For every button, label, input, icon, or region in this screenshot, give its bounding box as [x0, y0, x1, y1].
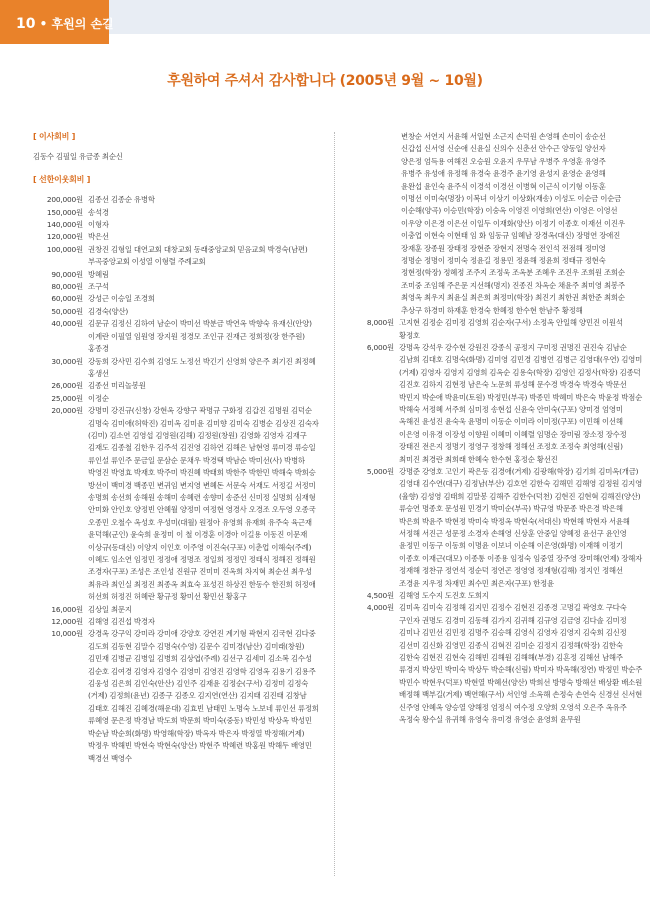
donation-amount: 30,000원	[51, 356, 83, 366]
donor-names: 김종선 미리놀봉원	[88, 381, 146, 391]
donor-names: 강명준 강영호 고인기 곽은동 김경애(거제) 김광해(학장) 김기희 김미옥(개금) 김영대 김수연(대구) 김정남(부산) 김호연 김한숙 김해민 김해영 김정원 김지영(율향) 김성영 김태희 김말봉 김해주 김한수(덕천) 김현진 김현혁 김해진(양산) 류승연 명종호 문성원 민경기 박미순(부곡) 박규영 박문종 박은경 박은해 박은희 박윤주 박현정 박미숙 박정옥 박현숙(서대신) 박현해 박현자 서윤해 서정해 서진근 성문정 소경자 손해영 신상훈 안중일 양혜정 윤선구 윤인영 윤정민 이동구 이동희 이명윤 이보녀 이순해 이은영(화명) 이재해 이정기 이종호 이재근(대모) 이종통 이종용 임정숙 임중열 장주영 장미해(연제) 장해자 정재해 정찬규 정연석 정순덕 정연곤 정영영 정재형(김해) 정지인 정해선 조경윤 지우정 차재민 최수민 최은자(구포) 한정윤	[399, 466, 643, 588]
donor-names: 이형자	[88, 220, 109, 230]
continued-names-line: 추상구 하경미 하재훈 한경숙 한혜정 한수현 한남주 황정해	[401, 305, 583, 315]
left-donor-list	[33, 194, 323, 765]
donation-amount: 4,000원	[366, 603, 394, 613]
donation-entry	[33, 405, 323, 604]
section-tab-label	[16, 15, 114, 32]
donation-entry	[344, 317, 644, 342]
page-number: 10	[16, 16, 36, 32]
donation-entry	[344, 602, 644, 726]
section-tab	[0, 0, 114, 44]
donation-entry	[33, 380, 323, 392]
donation-entry	[33, 207, 323, 219]
donation-entry	[344, 342, 644, 466]
donor-names: 김종선 김종순 유병학	[88, 195, 155, 205]
donation-amount: 120,000원	[46, 232, 83, 242]
donation-entry	[33, 356, 323, 381]
board-fee-names: 김동수 김필일 유금종 최순신	[33, 152, 123, 162]
donation-amount: 100,000원	[46, 244, 83, 254]
donation-entry	[33, 616, 323, 628]
donation-amount: 140,000원	[46, 220, 83, 230]
continued-names-line: 정명순 정명이 정미숙 정윤길 정용민 정윤해 정윤희 정태규 정현숙	[401, 256, 606, 266]
page-title: 후원하여 주셔서 감사합니다 (2005년 9월 ~ 10월)	[167, 73, 483, 89]
donor-names: 강명미 강진규(신창) 강현옥 강향구 곽명규 구화정 김갑진 김명원 김덕순 김명숙 김미애(허학진) 김미옥 김미윤 김미향 김미숙 김병순 김상진 김숙자(김미) 김소연 김영섭 김영원(김해) 김정원(창원) 김영화 김영자 김재구 김재도 김종철 김한우 김주석 김진영 김하연 김해은 남현영 류미경 류승일 류인설 류인주 문금일 문삼순 문채우 박경택 박남순 박미선(사) 박병하 박영진 박영효 박재호 박주미 박진혜 박태희 박한주 박한민 박해숙 박희승 방선이 백미경 백종민 변귀임 변지영 변혜돈 서문숙 서재도 서정길 서정미 송명희 송선희 송해원 송해미 송혜련 송향미 송준선 신미정 실명희 심재형 안미화 안인호 양정빈 안혜월 양정미 여정현 영경사 오경조 오두영 오종국 오종민 오철수 옥성호 우성미(대월) 원정아 유영희 유재희 유주숙 육근재 윤덕해(군인) 윤숙희 윤정미 이 철 이경훈 이경아 이길용 이동진 이문재 이상규(동대신) 이양지 이인호 이주영 이진숙(구포) 이춘업 이해숙(주례) 이혜도 임소연 임정민 정정애 정명조 정일희 정정민 정태식 정해진 정해원 조경자(구포) 조성은 조인성 진원규 진미미 진옥희 차지혁 최순선 최우성 최유라 최인실 최정진 최종옥 최효숙 표성진 하상진 한동수 한진희 허정애 허선희 허정진 허혜란 황규정 황미선 황민선 황홍구	[88, 406, 319, 602]
donation-entry	[344, 466, 644, 590]
donation-amount: 20,000원	[51, 406, 83, 416]
continued-names-line: 유병주 유성애 유정해 유경숙 윤경주 윤기영 윤성지 윤영순 윤영해	[401, 169, 606, 179]
donor-names: 김해영 김진섭 박경자	[88, 617, 155, 627]
continued-names-line: 이순해(양곡) 이승민(학장) 이숭옥 이영진 이영희(연산) 이영은 이영선	[401, 206, 618, 216]
donation-amount: 150,000원	[46, 207, 83, 217]
continued-names-line: 이충업 이현숙 이현태 임 화 임동규 임혜남 장경옥(대신) 장명연 장애진	[401, 231, 621, 241]
donation-amount: 5,000원	[366, 466, 394, 476]
continued-names-line: 이우양 이은경 이은선 이일두 이재화(양산) 이정기 이종호 이재선 이진우	[401, 218, 625, 228]
donation-entry	[33, 269, 323, 281]
continued-names-line: 양은정 엄득용 여해진 오승원 오윤지 우무남 우병주 우영훈 유영주	[401, 156, 606, 166]
continued-names-line: 이명선 이미숙(명장) 이복녀 이상기 이상화(재송) 이성도 이순금 이순금	[401, 194, 622, 204]
donation-amount: 200,000원	[46, 195, 83, 205]
donor-names: 강명옥 강석우 강수현 강원진 강종식 공정지 구미정 권명진 권진숙 김남순 김남희 김대호 김명숙(화명) 김미영 김민경 김병언 김병근 김영대(우연) 김영미(거제) 김영자 김영지 김영희 김옥순 김용숙(학장) 김영인 김정사(학장) 김종덕 김진호 김하지 김현정 남은숙 노문희 류성해 문수경 박경숙 박경숙 박문선 박민지 박순애 박윤미(토원) 박정민(부곡) 박종민 박혜미 박은숙 박윤정 박점순 박해숙 서정혜 서주희 심미정 송현섭 신윤숙 안미숙(구포) 양미경 엄영미 옥해진 윤성진 윤숙욱 윤명미 이동순 이미라 이미정(구포) 이민해 이선해 이은영 이유경 이장성 이향원 이혜미 이혜렬 임명순 장미림 장소정 장수정 장태진 전은지 정명기 정영구 정창해 정해선 조정호 조정숙 최영해(신림) 최미진 최경란 최희래 한혜숙 한수현 홍정순 황선진	[399, 342, 643, 464]
donation-entry	[33, 306, 323, 318]
right-continued-names	[344, 131, 644, 317]
donation-amount: 80,000원	[51, 282, 83, 292]
donor-names: 방혜림	[88, 269, 109, 279]
donation-amount: 40,000원	[51, 319, 83, 329]
board-fee-heading: [ 이사회비 ]	[33, 132, 76, 141]
donor-names: 박은선	[88, 232, 109, 242]
donation-amount: 16,000원	[51, 604, 83, 614]
donation-entry	[33, 318, 323, 355]
donation-amount: 6,000원	[366, 342, 394, 352]
donation-amount: 26,000원	[51, 381, 83, 391]
donor-names: 김미옥 김미숙 김정해 김지민 김정수 김현진 김종경 고명길 곽영호 구다숙 구인자 권명도 김경미 김동해 김가지 김귀해 김규영 김금영 김다솔 김미정 김미나 김민선 김민정 김명주 김승해 김영식 김영자 김영지 김숙희 김신정 김선미 김신화 김영민 김종식 김혁진 김미순 김정지 김정해(학장) 김한숙 김한숙 김현진 김현숙 김해빈 김해원 김해해(부경) 김흔정 김해선 남해주 류경지 박상민 박미숙 박상두 박순해(신림) 박미자 박옥해(정연) 박정민 박순주 박민수 박현우(덕포) 박현열 박혜선(양산) 박희선 방명숙 방해선 배상환 배소원 배정해 백부길(거제) 백연해(구서) 서인영 소옥해 손정숙 손연숙 신경선 신서현 신주영 안혜옥 양승열 양해정 엄정식 여수정 오양희 오영석 오은주 옥유주 옥정숙 왕수실 유귀해 유영숙 유미경 유영순 윤영희 윤무원	[399, 603, 643, 725]
donation-amount: 60,000원	[51, 294, 83, 304]
donor-names: 강경옥 강구익 강미라 강미애 강양호 강연진 계기형 곽현지 김국현 김다중 김도희 김동현 김말수 김명숙(수영) 김문수 김미경(남산) 김미래(창원) 김민재 김병균 김병일 김병희 김상엽(주례) 김선구 김세미 김소복 김수성 김순호 김여경 김영자 김영수 김영미 김영진 김영학 김영옥 김용기 김용주 김웅성 김은희 김인숙(안산) 김인주 김재윤 김정순(구서) 김정미 김정숙(거제) 김정희(윤년) 김종구 김종오 김지연(연산) 김지태 김진태 김창남 김태호 김해진 김혜경(해운대) 김효빈 남태민 노명숙 노보네 류인선 류정희 류혜영 문은정 박경남 박도희 박문희 박미숙(중동) 박민성 박상옥 박성민 박순남 박순희(화명) 박영해(학장) 박옥자 박은자 박정열 박정해(거제) 박정우 박해빈 박현숙 박현숙(양산) 박현주 박혜련 박홍원 박해두 배영민 백경선 백영수	[88, 629, 319, 763]
regular-fee-heading: [ 선한이웃회비 ]	[33, 174, 91, 184]
column-divider	[334, 132, 335, 876]
donation-entry	[33, 393, 323, 405]
continued-names-line: 윤완섭 윤인숙 윤주식 이경석 이경선 이병혁 이근식 이기형 이동훈	[401, 181, 606, 191]
continued-names-line: 장재훈 장종원 장태정 장현준 장현지 전명숙 전인석 전점해 정미영	[401, 243, 606, 253]
continued-names-line: 신갑섭 신서영 신순애 신윤실 신의수 신춘선 안수근 양동일 양선자	[401, 144, 606, 154]
donation-entry	[344, 590, 644, 602]
continued-names-line: 조미중 조임해 주은문 지선해(명지) 진종진 차옥순 채윤주 최미영 최봉주	[401, 280, 625, 290]
donor-names: 고지현 김정순 김미정 김영희 김순자(구서) 소정옥 안일해 양민진 이원석 황정호	[399, 318, 623, 340]
donor-names: 이정순	[88, 393, 109, 403]
continued-names-line: 변창순 서연지 서윤해 서일현 소근지 손덕원 손영해 손미이 송순선	[401, 132, 606, 141]
donation-amount: 90,000원	[51, 269, 83, 279]
donor-names: 강성근 이승일 조경희	[88, 294, 155, 304]
left-column	[33, 131, 323, 765]
right-donor-list	[344, 317, 644, 726]
donor-names: 권창진 김형일 대연교회 대창교회 동래중앙교회 믿음교회 박경숙(남편) 부곡중앙교회 이성열 이형렬 주례교회	[88, 244, 308, 267]
donation-entry	[33, 194, 323, 206]
donor-names: 조구석	[88, 282, 109, 292]
donor-names: 김문규 김정신 김하여 남순이 박미선 박분금 박연옥 박향숙 유재신(안양) 이계란 이필열 임원영 장지원 정경모 조인규 진재근 정희정(장 한주원) 홍종경	[88, 319, 312, 354]
donation-entry	[33, 231, 323, 243]
continued-names-line: 최영옥 최우지 최윤실 최은희 최정미(학장) 최진기 최한권 최한준 최희순	[401, 293, 625, 303]
donation-amount: 10,000원	[51, 629, 83, 639]
donation-amount: 12,000원	[51, 617, 83, 627]
donor-names: 김경숙(양산)	[88, 306, 129, 316]
section-separator: •	[35, 17, 52, 31]
donation-entry	[33, 281, 323, 293]
donor-names: 송석경	[88, 207, 109, 217]
donation-amount: 4,500원	[366, 591, 394, 601]
donation-entry	[33, 293, 323, 305]
donation-amount: 25,000원	[51, 393, 83, 403]
donor-names: 강동희 강사민 김수희 김영도 노정선 박긴기 신영희 양은주 최기진 최정혜 홍생선	[88, 356, 316, 378]
section-name: 후원의 손길	[51, 17, 114, 31]
right-column	[344, 131, 644, 727]
donation-entry	[33, 244, 323, 269]
donor-names: 김해영 도수지 도진호 도희지	[399, 591, 489, 601]
donation-entry	[33, 219, 323, 231]
donation-entry	[33, 604, 323, 616]
donor-names: 김상일 최문지	[88, 604, 132, 614]
donation-amount: 8,000원	[366, 318, 394, 328]
donation-entry	[33, 628, 323, 764]
donation-amount: 50,000원	[51, 306, 83, 316]
continued-names-line: 정현정(학장) 정혜정 조주지 조정욱 조옥분 조혜우 조진우 조희원 조희순	[401, 268, 625, 278]
